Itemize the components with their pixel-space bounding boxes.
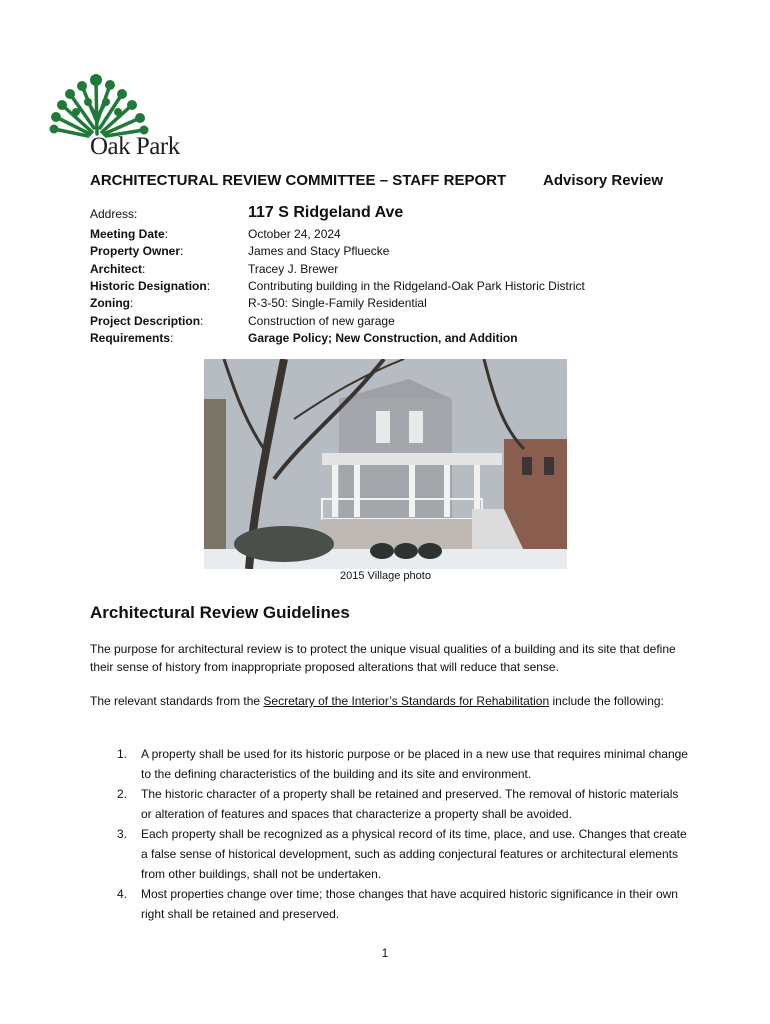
list-item: 4. Most properties change over time; those changes that have acquired historic significance in their own right shall be retained and preserved.: [117, 887, 678, 921]
standards-link[interactable]: Secretary of the Interior’s Standards for Rehabilitation: [263, 694, 550, 708]
zoning-label: Zoning:: [90, 296, 134, 310]
logo-wordmark: Oak Park: [90, 133, 180, 160]
zoning-value: R-3-50: Single-Family Residential: [248, 296, 427, 310]
relevant-standards-paragraph: The relevant standards from the Secretary of the Interior’s Standards for Rehabilitation include the following:: [90, 694, 664, 708]
list-item: 1. A property shall be used for its historic purpose or be placed in a new use that requires minimal change to the defining characteristics of the building and its site and environment.: [117, 747, 688, 781]
review-type: Advisory Review: [543, 172, 664, 189]
photo-caption: 2015 Village photo: [340, 570, 431, 582]
project-value: Construction of new garage: [248, 314, 395, 328]
list-item: 3. Each property shall be recognized as a physical record of its time, place, and use. Changes that create a false sense of historical development, such as adding conjectural features or architectural elements from other buildings, shall not be undertaken.: [117, 827, 687, 881]
project-label: Project Description:: [90, 314, 204, 328]
designation-label: Historic Designation:: [90, 279, 211, 293]
meeting-date-value: October 24, 2024: [248, 227, 341, 241]
guidelines-heading: Architectural Review Guidelines: [90, 603, 350, 622]
architect-label: Architect:: [90, 262, 146, 276]
standards-list: [90, 744, 690, 924]
meeting-date-label: Meeting Date:: [90, 227, 169, 241]
list-item: 2. The historic character of a property shall be retained and preserved. The removal of historic materials or alteration of features and spaces that characterize a property shall be avoided.: [117, 787, 679, 821]
owner-label: Property Owner:: [90, 244, 184, 258]
house-photo: [204, 359, 567, 569]
page-number: 1: [381, 946, 389, 960]
requirements-label: Requirements:: [90, 331, 174, 345]
purpose-paragraph: The purpose for architectural review is to protect the unique visual qualities of a building and its site that define their sense of history from inappropriate proposed alterations that will reduce that sense.: [90, 642, 676, 674]
requirements-value: Garage Policy; New Construction, and Addition: [248, 331, 518, 345]
designation-value: Contributing building in the Ridgeland-Oak Park Historic District: [248, 279, 585, 293]
address-value: 117 S Ridgeland Ave: [248, 204, 404, 221]
address-label: Address:: [90, 207, 138, 221]
owner-value: James and Stacy Pfluecke: [248, 244, 390, 258]
report-title: ARCHITECTURAL REVIEW COMMITTEE – STAFF REPORT: [90, 172, 507, 189]
architect-value: Tracey J. Brewer: [248, 262, 339, 276]
